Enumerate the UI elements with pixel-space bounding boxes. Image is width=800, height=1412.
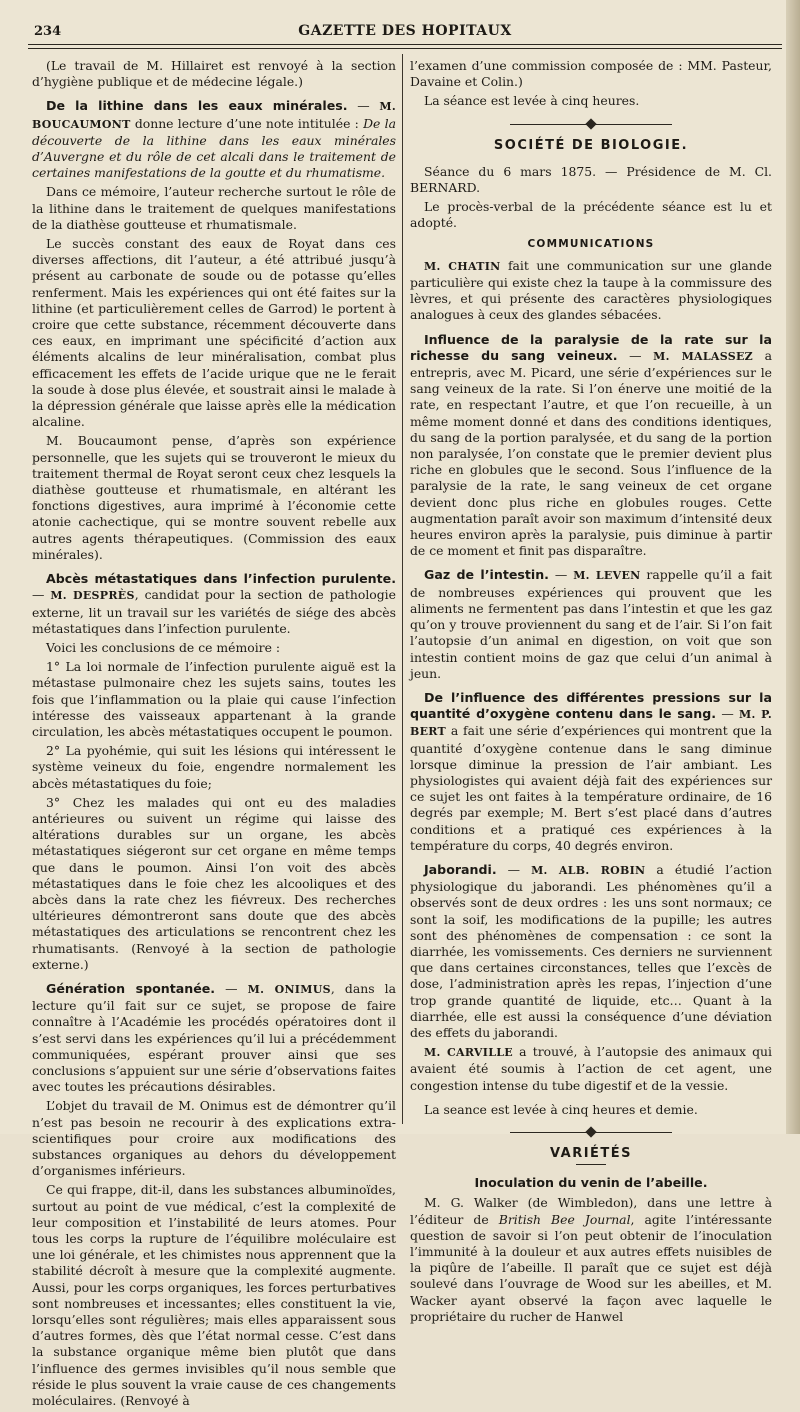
section-lead: Jaborandi. xyxy=(424,861,497,877)
section-abces: Abcès métastatiques dans l’infection purulente.— M. DESPRÈS, candidat pour la section de pathologie externe, lit un travail sur les variétés de siége des abcès métastatiques dans l’infection purulente. xyxy=(32,571,396,636)
paragraph: Dans ce mémoire, l’auteur recherche surtout le rôle de la lithine dans le traitement de quelques manifestations de la diathèse goutteuse et rhumatismale. xyxy=(32,184,396,232)
paragraph: La séance est levée à cinq heures. xyxy=(424,93,640,109)
section-lead: De la lithine dans les eaux minérales. xyxy=(46,98,348,114)
society-heading: SOCIÉTÉ DE BIOLOGIE. xyxy=(493,137,689,153)
paragraph: M. Boucaumont pense, d’après son expérience personnelle, que les sujets qui se trouveront le mieux du traitement thermal de Royat seront ceux chez lesquels la diathèse goutteuse et rhumatismale, en altérant les fonctions digestives, aura imprimé à l’économie cette atonie cachectique, qui se montre souvent rebelle aux autres agents thérapeutiques. (Commission des eaux minérales). xyxy=(32,433,396,562)
communication-leven: Gaz de l’intestin. — M. LEVEN rappelle qu’il a fait de nombreuses expériences qui prouvent que les aliments ne fermentent pas dans l’intestin et que les gaz qu’on y trouve proviennent du sang et de l’air. Si l’on fait l’autopsie d’un animal en digestion, on voit que son intestin contient moins de gaz que celui d’un animal à jeun. xyxy=(410,567,772,681)
paragraph: 2° La pyohémie, qui suit les lésions qui intéressent le système veineux du foie, engendre normalement les abcès métastatiques du foie; xyxy=(32,743,396,791)
ornament-divider xyxy=(410,1126,772,1138)
paragraph: Le procès-verbal de la précédente séance est lu et adopté. xyxy=(410,199,772,231)
communication-bert: De l’influence des différentes pressions sur la quantité d’oxygène contenu dans le sang. — M. P. BERT a fait une série d’expériences qui montrent que la quantité d’oxygène contenue dans le sang diminue lorsque diminue la pression de l’air ambiant. Les physiologistes qui avaient déjà fait des expériences sur ce sujet les ont faites à la température ordinaire, de 16 degrés par exemple; M. Bert s’est placé dans d’autres conditions et a pratiqué ces expériences à la température du corps, 40 degrés environ. xyxy=(410,689,772,853)
column-separator xyxy=(402,54,403,1124)
paragraph: Le succès constant des eaux de Royat dans ces diverses affections, dit l’auteur, a été attribué jusqu’à présent au carbonate de soude ou de potasse qu’elles renferment. Mais les expériences qui ont été faites sur la lithine (et particulièrement celles de Garrod) le portent à croire que cette substance, récemment découverte dans ces eaux, en imprimant une spécificité d’action aux éléments alcalins de leur minéralisation, combat plus efficacement les effets de l’acide urique que ne le ferait la soude à dose plus élevée, et soustrait ainsi le malade à la dépression générale que laisse après elle la médication alcaline. xyxy=(32,236,396,430)
author-name: M. P. BERT xyxy=(410,708,772,739)
author-name: M. CARVILLE xyxy=(424,1046,513,1060)
communications-heading: COMMUNICATIONS xyxy=(527,237,655,250)
author-name: M. MALASSEZ xyxy=(653,349,754,363)
author-name: M. CHATIN xyxy=(424,259,501,273)
section-lithine: De la lithine dans les eaux minérales. — M. BOUCAUMONT donne lecture d’une note intitulée : De la découverte de la lithine dans les eaux minérales d’Auvergne et du rôle de cet alcali dans le traitement de certaines manifestations de la goutte et du rhumatisme. xyxy=(32,98,396,181)
page-header xyxy=(28,22,782,42)
page-spine xyxy=(786,0,800,1134)
paragraph: L’objet du travail de M. Onimus est de démontrer qu’il n’est pas besoin ne recourir à des explications extra-scientifiques pour croire aux modifications des substances organiques au dehors du développement d’organismes inférieurs. xyxy=(32,1098,396,1179)
section-lead: Influence de la paralysie de la rate sur la richesse du sang veineux. xyxy=(410,331,772,363)
author-name: M. ALB. ROBIN xyxy=(531,863,646,877)
running-head: GAZETTE DES HOPITAUX xyxy=(298,23,512,39)
author-name: M. DESPRÈS xyxy=(50,589,135,603)
header-rule xyxy=(28,44,782,49)
varietes-heading: VARIÉTÉS xyxy=(549,1145,633,1161)
author-name: M. LEVEN xyxy=(573,569,641,583)
journal-name: British Bee Journal xyxy=(498,1211,631,1227)
section-lead: Gaz de l’intestin. xyxy=(424,567,549,583)
paragraph: 3° Chez les malades qui ont eu des maladies antérieures ou suivent un régime qui laisse des altérations durables sur un organe, les abcès métastatiques siégeront sur cet organe en même temps que dans le poumon. Ainsi l’on voit des abcès métastatiques dans le foie chez les alcooliques et des abcès dans la rate chez les fiévreux. Des recherches ultérieures démontreront sans doute que des abcès métastatiques des articulations se rencontrent chez les rhumatisants. (Renvoyé à la section de pathologie externe.) xyxy=(32,794,396,972)
author-name: M. BOUCAUMONT xyxy=(32,100,396,131)
section-lead: De l’influence des différentes pressions sur la quantité d’oxygène contenu dans le sang. xyxy=(410,689,772,722)
page-number: 234 xyxy=(34,24,62,39)
paragraph: Ce qui frappe, dit-il, dans les substances albuminoïdes, surtout au point de vue médical, c’est la complexité de leur composition et l’instabilité de leurs atomes. Pour tous les corps la rupture de l’équilibre moléculaire est une loi générale, et les chimistes nous apprennent que la stabilité décroît à mesure que la complexité augmente. Aussi, pour les corps organiques, les forces perturbatives sont nombreuses et incessantes; elles constituent la vie, lorsqu’elles sont régulières; mais elles apparaissent sous d’autres formes, dès que l’état normal cesse. C’est dans la substance organique même bien plutôt que dans l’influence des germes invisibles qu’il nous semble que réside le plus souvent la vraie cause de ces changements moléculaires. (Renvoyé à xyxy=(32,1182,396,1409)
section-lead: Génération spontanée. xyxy=(46,980,216,996)
communication-carville: M. CARVILLE a trouvé, à l’autopsie des animaux qui avaient été soumis à l’action de cet agent, une congestion intense du tube digestif et de la vessie. xyxy=(410,1044,773,1093)
communication-chatin: M. CHATIN fait une communication sur une glande particulière qui existe chez la taupe à la commissure des lèvres, et qui présente des caractères physiologiques analogues à ceux des glandes sébacées. xyxy=(410,257,772,323)
article-title: Inoculation du venin de l’abeille. xyxy=(474,1175,708,1191)
communication-robin: Jaborandi. — M. ALB. ROBIN a étudié l’action physiologique du jaborandi. Les phénomènes qu’il a observés sont de deux ordres : les uns sont normaux; ce sont la soif, les modifications de la pupille; les autres sont des phénomènes de compensation : ce sont la diarrhée, les vomissements. Ces derniers ne surviennent que dans certaines circonstances, telles que l’excès de dose, l’administration après les repas, l’injection d’une trop grande quantité de liquide, etc… Quant à la diarrhée, elle est aussi la conséquence d’une déviation des effets du jaborandi. xyxy=(410,861,772,1040)
session-line: Séance du 6 mars 1875. — Présidence de M. Cl. BERNARD. xyxy=(410,163,772,196)
section-generation: Génération spontanée. — M. ONIMUS, dans la lecture qu’il fait sur ce sujet, se propose de faire connaître à l’Académie les procédés opératoires dont il s’est servi dans les expériences qu’il lui a précédemment communiquées, espérant prouver ainsi que ses conclusions s’appuient sur une série d’observations faites avec toutes les précautions désirables. xyxy=(32,980,396,1095)
paragraph: 1° La loi normale de l’infection purulente aiguë est la métastase pulmonaire chez les sujets sains, toutes les fois que l’inflammation ou la plaie qui cause l’infection intéresse des vaisseaux appartenant à la grande circulation, les abcès métastatiques occupent le poumon. xyxy=(32,659,396,739)
memoir-title: De la découverte de la lithine dans les eaux minérales d’Auvergne et du rôle de cet alcali dans le traitement de certaines manifestations de la goutte et du rhumatisme. xyxy=(32,115,396,181)
paragraph: M. G. Walker (de Wimbledon), dans une lettre à l’éditeur de British Bee Journal, agite l’intéressante question de savoir si l’on peut obtenir de l’inoculation l’immunité à la douleur et aux autres effets nuisibles de la piqûre de l’abeille. Il paraît que ce sujet est déjà soulevé dans l’ouvrage de Wood sur les abeilles, et M. Wacker ayant observé la façon avec laquelle le propriétaire du rucher de Hanwel xyxy=(410,1195,772,1324)
left-column xyxy=(32,58,396,1412)
ornament-divider xyxy=(410,118,772,130)
author-name: M. ONIMUS xyxy=(247,982,331,996)
section-lead: Abcès métastatiques dans l’infection purulente. xyxy=(46,571,396,587)
short-rule xyxy=(576,1164,606,1165)
right-column xyxy=(410,58,772,1328)
paragraph: La seance est levée à cinq heures et demie. xyxy=(424,1101,698,1117)
paragraph: Voici les conclusions de ce mémoire : xyxy=(46,639,281,655)
paragraph: (Le travail de M. Hillairet est renvoyé à la section d’hygiène publique et de médecine légale.) xyxy=(32,58,396,90)
paragraph: l’examen d’une commission composée de : MM. Pasteur, Davaine et Colin.) xyxy=(410,58,772,90)
communication-malassez: Influence de la paralysie de la rate sur la richesse du sang veineux. — M. MALASSEZ a entrepris, avec M. Picard, une série d’expériences sur le sang veineux de la rate. Si l’on énerve une moitié de la rate, en respectant l’autre, et que l’on recueille, à un même moment donné et dans des conditions identiques, du sang de la portion paralysée, et du sang de la portion non paralysée, l’on constate que le premier devient plus riche en globules que le second. Sous l’influence de la paralysie de la rate, le sang veineux de cet organe devient donc plus riche en globules rouges. Cette augmentation paraît avoir son maximum d’intensité deux heures environ après la paralysie, puis diminue à partir de ce moment et finit pas disparaître. xyxy=(410,331,772,559)
